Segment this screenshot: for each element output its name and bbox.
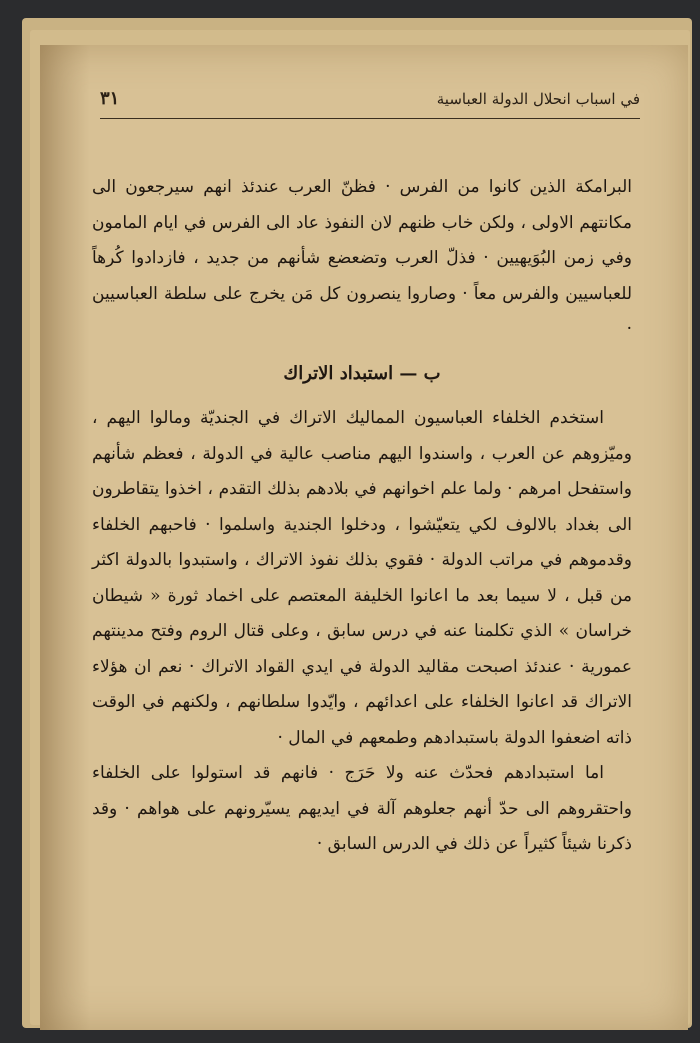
paragraph-1: البرامكة الذين كانوا من الفرس · فظنّ العرب عندئذ انهم سيرجعون الى مكانتهم الاولى ، ولكن خاب ظنهم لان النفوذ عاد الى الفرس في ايام المامون وفي زمن البُوَيهيين · فذلّ العرب وتضعضع شأنهم من جديد ، فازدادوا كُرهاً للعباسيين والفرس معاً · وصاروا ينصرون كل مَن يخرج على سلطة العباسيين · — [92, 177, 632, 339]
page-header — [100, 82, 640, 119]
paragraph-3: اما استبدادهم فحدّث عنه ولا حَرَج · فانهم قد استولوا على الخلفاء واحتقروهم الى حدّ أنهم جعلوهم آلة في ايديهم يسيّرونهم على هواهم · وقد ذكرنا شيئاً كثيراً عن ذلك في الدرس السابق · — [92, 763, 632, 854]
page-body — [92, 170, 632, 863]
section-title: ب — استبداد الاتراك — [283, 362, 441, 384]
running-head: في اسباب انحلال الدولة العباسية — [436, 90, 640, 108]
paragraph-2: استخدم الخلفاء العباسيون المماليك الاتراك في الجنديّة ومالوا اليهم ، وميّزوهم عن العرب ، واسندوا اليهم مناصب عالية في الدولة ، فعظم شأنهم واستفحل امرهم · ولما علم اخوانهم في بلادهم بذلك التقدم ، اخذوا يتقاطرون الى بغداد بالالوف لكي يتعيّشوا ، ودخلوا الجندية واسلموا · فاحبهم الخلفاء وقدموهم في مراتب الدولة · فقوي بذلك نفوذ الاتراك ، واستبدوا بالدولة اكثر من قبل ، لا سيما بعد ما اعانوا الخليفة المعتصم على اخماد ثورة « شيطان خراسان » الذي تكلمنا عنه في درس سابق ، وعلى قتال الروم وفتح مدينتهم عمورية · عندئذ اصبحت مقاليد الدولة في ايدي القواد الاتراك · نعم ان هؤلاء الاتراك قد اعانوا الخلفاء على اعدائهم ، وايّدوا سلطانهم ، ولكنهم في الوقت ذاته اضعفوا الدولة باستبدادهم وطمعهم في المال · — [92, 408, 632, 748]
page-number: ٣١ — [100, 88, 120, 109]
gutter-shadow — [40, 45, 90, 1030]
